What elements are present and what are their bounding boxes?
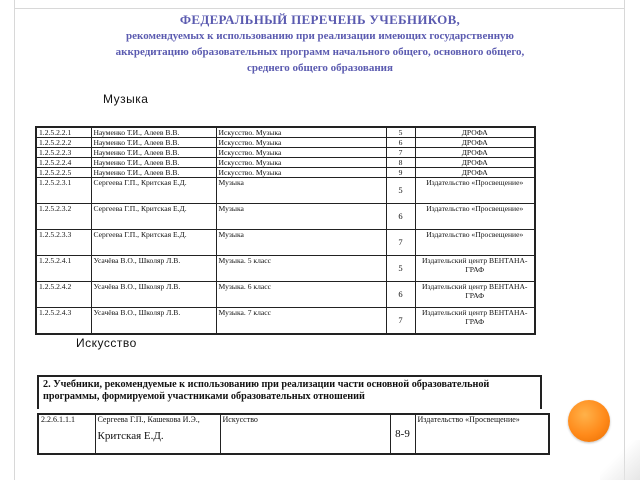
table-row <box>36 282 535 308</box>
table-row <box>36 138 535 148</box>
table-row <box>36 178 535 204</box>
row-publisher-cell: ДРОФА <box>415 158 535 168</box>
art-authors-line-1: Сергеева Г.П., Кашекова И.Э., <box>97 415 200 424</box>
row-grade-cell: 6 <box>386 204 415 230</box>
row-code-cell: 1.2.5.2.2.3 <box>36 148 91 158</box>
row-publisher-cell: Издательство «Просвещение» <box>415 204 535 230</box>
row-authors-cell: Усачёва В.О., Школяр Л.В. <box>91 282 216 308</box>
row-publisher-cell: ДРОФА <box>415 138 535 148</box>
row-code-cell: 1.2.5.2.4.2 <box>36 282 91 308</box>
art-code-cell: 2.2.6.1.1.1 <box>38 414 95 454</box>
row-publisher-cell: Издательский центр ВЕНТАНА-ГРАФ <box>415 308 535 334</box>
row-title-cell: Музыка. 5 класс <box>216 256 386 282</box>
row-title-cell: Музыка. 6 класс <box>216 282 386 308</box>
row-code-cell: 1.2.5.2.3.2 <box>36 204 91 230</box>
row-authors-cell: Сергеева Г.П., Критская Е.Д. <box>91 178 216 204</box>
row-publisher-cell: Издательство «Просвещение» <box>415 178 535 204</box>
slide-frame-right <box>624 0 625 480</box>
row-authors-cell: Науменко Т.И., Алеев В.В. <box>91 148 216 158</box>
row-code-cell: 1.2.5.2.4.1 <box>36 256 91 282</box>
row-title-cell: Искусство. Музыка <box>216 168 386 178</box>
row-grade-cell: 5 <box>386 178 415 204</box>
heading-line-3: аккредитацию образовательных программ начального общего, основного общего, <box>115 46 525 58</box>
row-grade-cell: 8 <box>386 158 415 168</box>
row-publisher-cell: ДРОФА <box>415 148 535 158</box>
art-section-note: 2. Учебники, рекомендуемые к использованию при реализации части основной образовательной программы, формируемой участниками образовательных отношений <box>37 375 542 409</box>
row-title-cell: Музыка <box>216 230 386 256</box>
row-title-cell: Музыка. 7 класс <box>216 308 386 334</box>
row-title-cell: Искусство. Музыка <box>216 127 386 138</box>
row-code-cell: 1.2.5.2.2.4 <box>36 158 91 168</box>
music-table-body <box>36 127 535 334</box>
row-authors-cell: Науменко Т.И., Алеев В.В. <box>91 127 216 138</box>
art-grade-cell <box>390 414 415 454</box>
row-grade-cell: 7 <box>386 148 415 158</box>
row-authors-cell: Сергеева Г.П., Критская Е.Д. <box>91 230 216 256</box>
row-title-cell: Искусство. Музыка <box>216 138 386 148</box>
heading-line-4: среднего общего образования <box>247 62 393 74</box>
row-title-cell: Музыка <box>216 204 386 230</box>
art-textbook-table <box>37 413 550 455</box>
row-code-cell: 1.2.5.2.3.3 <box>36 230 91 256</box>
row-code-cell: 1.2.5.2.2.5 <box>36 168 91 178</box>
art-title-cell: Искусство <box>220 414 390 454</box>
table-row <box>38 414 549 454</box>
slide-corner-shade <box>600 440 640 480</box>
table-row <box>36 127 535 138</box>
heading-line-1: ФЕДЕРАЛЬНЫЙ ПЕРЕЧЕНЬ УЧЕБНИКОВ, <box>179 12 461 27</box>
row-authors-cell: Науменко Т.И., Алеев В.В. <box>91 158 216 168</box>
row-authors-cell: Усачёва В.О., Школяр Л.В. <box>91 256 216 282</box>
decorative-orange-circle <box>568 400 610 442</box>
slide-frame-left <box>14 0 15 480</box>
row-publisher-cell: ДРОФА <box>415 168 535 178</box>
table-row <box>36 230 535 256</box>
row-grade-cell: 9 <box>386 168 415 178</box>
table-row <box>36 148 535 158</box>
row-code-cell: 1.2.5.2.4.3 <box>36 308 91 334</box>
table-row <box>36 204 535 230</box>
art-authors-line-2: Критская Е.Д. <box>97 430 164 442</box>
heading-line-2: рекомендуемых к использованию при реализации имеющих государственную <box>126 30 514 42</box>
art-grade-value: 8-9 <box>395 427 410 440</box>
art-publisher-cell: Издательство «Просвещение» <box>415 414 549 454</box>
table-row <box>36 158 535 168</box>
row-publisher-cell: Издательство «Просвещение» <box>415 230 535 256</box>
row-grade-cell: 7 <box>386 308 415 334</box>
art-authors-cell <box>95 414 220 454</box>
row-code-cell: 1.2.5.2.3.1 <box>36 178 91 204</box>
table-row <box>36 168 535 178</box>
row-authors-cell: Усачёва В.О., Школяр Л.В. <box>91 308 216 334</box>
row-title-cell: Искусство. Музыка <box>216 148 386 158</box>
row-grade-cell: 6 <box>386 282 415 308</box>
row-grade-cell: 7 <box>386 230 415 256</box>
row-code-cell: 1.2.5.2.2.2 <box>36 138 91 148</box>
section-label-music: Музыка <box>103 92 149 106</box>
table-row <box>36 256 535 282</box>
row-authors-cell: Науменко Т.И., Алеев В.В. <box>91 138 216 148</box>
music-textbook-table <box>35 126 536 335</box>
section-label-art: Искусство <box>76 336 137 350</box>
table-row <box>36 308 535 334</box>
page-heading <box>60 12 580 76</box>
row-grade-cell: 6 <box>386 138 415 148</box>
row-authors-cell: Сергеева Г.П., Критская Е.Д. <box>91 204 216 230</box>
slide-frame-top <box>14 8 625 9</box>
row-title-cell: Музыка <box>216 178 386 204</box>
row-grade-cell: 5 <box>386 127 415 138</box>
row-authors-cell: Науменко Т.И., Алеев В.В. <box>91 168 216 178</box>
row-grade-cell: 5 <box>386 256 415 282</box>
row-publisher-cell: ДРОФА <box>415 127 535 138</box>
row-title-cell: Искусство. Музыка <box>216 158 386 168</box>
row-publisher-cell: Издательский центр ВЕНТАНА-ГРАФ <box>415 256 535 282</box>
row-publisher-cell: Издательский центр ВЕНТАНА-ГРАФ <box>415 282 535 308</box>
row-code-cell: 1.2.5.2.2.1 <box>36 127 91 138</box>
